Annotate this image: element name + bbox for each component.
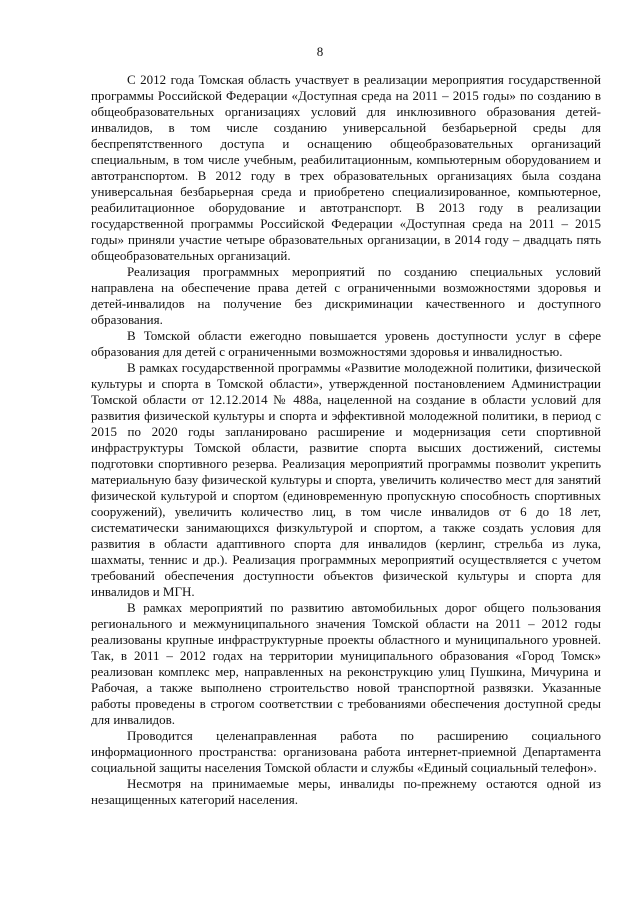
page-number: 8 [316, 44, 324, 59]
paragraph-conclusion: Несмотря на принимаемые меры, инвалиды по-прежнему остаются одной из незащищенных категорий населения. [91, 776, 601, 807]
paragraph-roads: В рамках мероприятий по развитию автомобильных дорог общего пользования регионального и межмуниципального значения Томской области на 2011 – 2012 годы реализованы крупные инфраструктурные проекты областного и муниципального уровней. Так, в 2011 – 2012 годах на территории муниципального образования «Город Томск» реализован комплекс мер, направленных на реконструкцию улиц Пушкина, Мичурина и Рабочая, а также выполнено строительство новой транспортной развязки. Указанные работы проведены в строгом соответствии с требованиями обеспечения доступной среды для инвалидов. [91, 600, 601, 727]
body-text [91, 72, 601, 808]
paragraph-sports-program: В рамках государственной программы «Развитие молодежной политики, физической культуры и спорта в Томской области», утвержденной постановлением Администрации Томской области от 12.12.2014 № 488а, нацеленной на создание в области условий для развития физической культуры и спорта и эффективной молодежной политики, в период с 2015 по 2020 годы запланировано расширение и модернизация сети спортивной инфраструктуры Томской области, развитие спорта высших достижений, системы подготовки спортивного резерва. Реализация мероприятий программы позволит укрепить материальную базу физической культуры и спорта, увеличить количество мест для занятий физической культурой и спортом (единовременную пропускную способность спортивных сооружений), увеличить количество лиц, в том числе инвалидов от 6 до 18 лет, систематически занимающихся физкультурой и спортом, а также создать условия для развития в области адаптивного спорта для инвалидов (керлинг, стрельба из лука, шахматы, теннис и др.). Реализация программных мероприятий осуществляется с учетом требований обеспечения доступности объектов физической культуры и спорта для инвалидов и МГН. [91, 360, 601, 599]
paragraph-education-access: В Томской области ежегодно повышается уровень доступности услуг в сфере образования для детей с ограниченными возможностями здоровья и инвалидностью. [91, 328, 601, 359]
paragraph-information-space: Проводится целенаправленная работа по расширению социального информационного пространства: организована работа интернет-приемной Департамента социальной защиты населения Томской области и службы «Единый социальный телефон». [91, 728, 601, 775]
paragraph-inclusive-education: С 2012 года Томская область участвует в реализации мероприятия государственной программы Российской Федерации «Доступная среда на 2011 – 2015 годы» по созданию в общеобразовательных организациях условий для инклюзивного образования детей-инвалидов, в том числе созданию универсальной безбарьерной среды для беспрепятственного доступа и оснащению общеобразовательных организаций специальным, в том числе учебным, реабилитационным, компьютерным оборудованием и автотранспортом. В 2012 году в трех образовательных организациях была создана универсальная безбарьерная среда и приобретено специализированное, компьютерное, реабилитационное оборудование и автотранспорт. В 2013 году в реализации государственной программы Российской Федерации «Доступная среда на 2011 – 2015 годы» приняли участие четыре образовательных организации, в 2014 году – двадцать пять общеобразовательных организаций. [91, 72, 601, 263]
paragraph-special-conditions: Реализация программных мероприятий по созданию специальных условий направлена на обеспечение права детей с ограниченными возможностями здоровья и детей-инвалидов на получение без дискриминации качественного и доступного образования. [91, 264, 601, 327]
